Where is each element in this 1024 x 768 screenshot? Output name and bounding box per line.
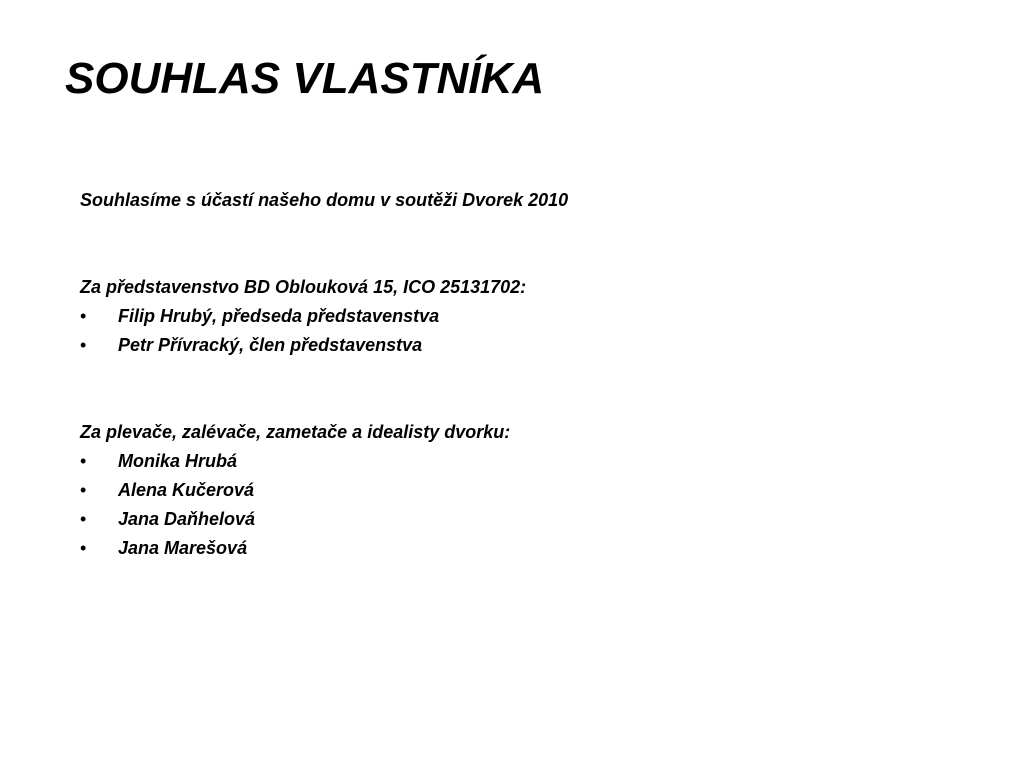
spacer (80, 215, 980, 244)
bullet-icon: • (80, 538, 87, 558)
spacer (80, 360, 980, 389)
list-item (80, 534, 980, 563)
gardener-name: Alena Kučerová (118, 480, 255, 500)
slide-body (80, 186, 980, 563)
gardener-name: Monika Hrubá (118, 451, 238, 471)
slide-title: SOUHLAS VLASTNÍKA (65, 54, 545, 103)
list-item (80, 302, 980, 331)
list-item (80, 447, 980, 476)
gardeners-heading: Za plevače, zalévače, zametače a idealisty dvorku: (80, 422, 511, 442)
board-member: Filip Hrubý, předseda představenstva (118, 306, 440, 326)
board-heading: Za představenstvo BD Oblouková 15, ICO 25131702: (80, 277, 527, 297)
bullet-icon: • (80, 306, 87, 326)
bullet-icon: • (80, 480, 87, 500)
spacer (80, 244, 980, 273)
bullet-icon: • (80, 451, 87, 471)
list-item (80, 505, 980, 534)
intro-text: Souhlasíme s účastí našeho domu v soutěži Dvorek 2010 (80, 190, 569, 210)
gardener-name: Jana Daňhelová (118, 509, 256, 529)
bullet-icon: • (80, 335, 87, 355)
bullet-icon: • (80, 509, 87, 529)
list-item (80, 476, 980, 505)
board-member: Petr Přívracký, člen představenstva (118, 335, 423, 355)
spacer (80, 389, 980, 418)
list-item (80, 331, 980, 360)
gardener-name: Jana Marešová (118, 538, 248, 558)
